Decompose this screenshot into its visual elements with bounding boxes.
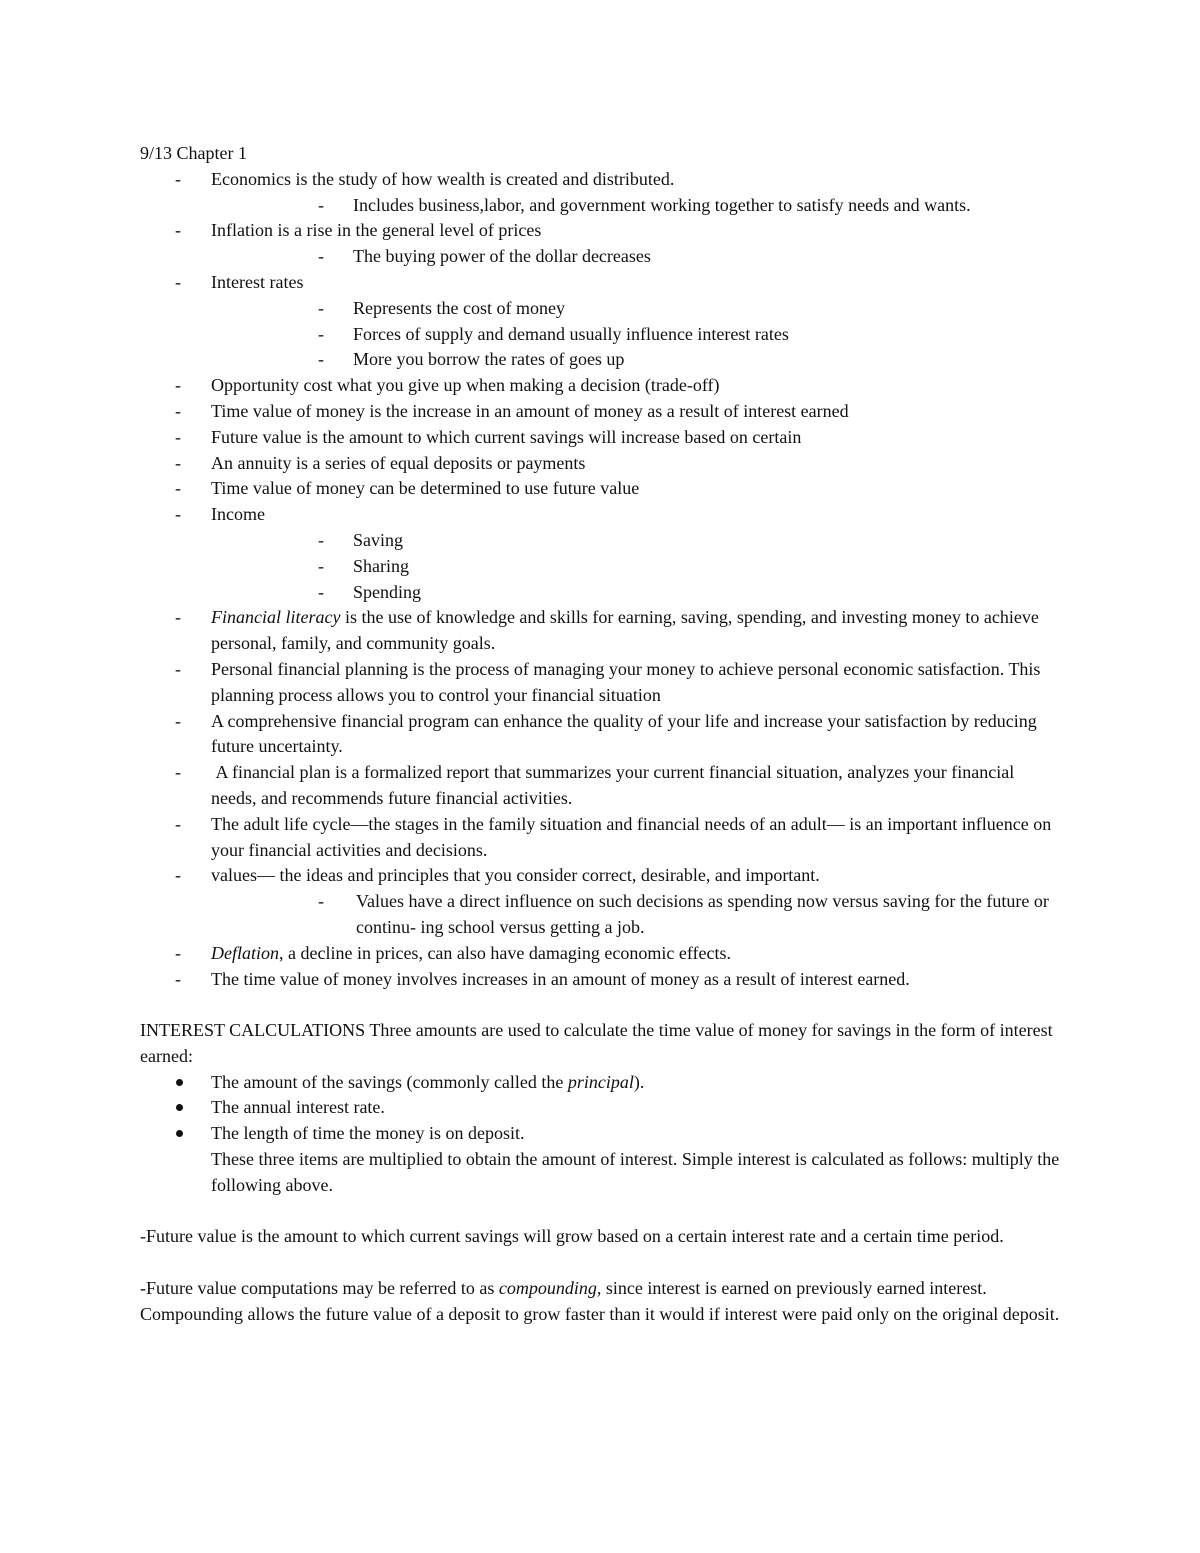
list-item (140, 967, 1060, 993)
list-item (140, 812, 1060, 864)
bullet-text: The amount of the savings (commonly called the (211, 1071, 568, 1092)
future-value-paragraph: -Future value is the amount to which current savings will grow based on a certain interest rate and a certain time period. (140, 1226, 1004, 1247)
sub-list-item (211, 322, 1060, 348)
note-text: Time value of money can be determined to use future value (211, 478, 640, 499)
followup-text: These three items are multiplied to obtain the amount of interest. Simple interest is calculated as follows: multiply the following above. (211, 1149, 1060, 1195)
sub-list (211, 193, 1060, 219)
sub-list (211, 296, 1060, 373)
sub-list (211, 244, 1060, 270)
note-text: The buying power of the dollar decreases (353, 246, 651, 267)
sub-list (211, 528, 1060, 605)
paragraph-text: since interest is earned on previously earned interest. Compounding allows the future value of a deposit to grow faster than it would if interest were paid only on the original deposit. (140, 1278, 1060, 1324)
note-text: The adult life cycle—the stages in the family situation and financial needs of an adult— is an important influence on your financial activities and decisions. (211, 813, 1052, 860)
sub-list-item (211, 580, 1060, 606)
note-text: is the use of knowledge and skills for earning, saving, spending, and investing money to achieve personal, family, and community goals. (211, 607, 1039, 654)
note-text: Values have a direct influence on such decisions as spending now versus saving for the future or continu- ing school versus getting a job. (356, 891, 1049, 937)
list-item (140, 167, 1060, 219)
note-text: Represents the cost of money (353, 297, 565, 318)
note-text: The time value of money involves increases in an amount of money as a result of interest earned. (211, 968, 910, 989)
interest-bullets (140, 1070, 1060, 1199)
bullet-item (140, 1095, 1060, 1121)
list-item (140, 941, 1060, 967)
note-text: Inflation is a rise in the general level of prices (211, 220, 542, 241)
page-heading: 9/13 Chapter 1 (140, 143, 247, 163)
note-text: An annuity is a series of equal deposits or payments (211, 452, 586, 473)
bullet-text: The length of time the money is on deposit. (211, 1123, 525, 1144)
note-text: Forces of supply and demand usually influence interest rates (353, 323, 789, 344)
list-item (140, 605, 1060, 657)
sub-list-item (211, 193, 1060, 219)
sub-list-item (211, 244, 1060, 270)
note-text: Future value is the amount to which current savings will increase based on certain (211, 426, 802, 447)
note-text: values— the ideas and principles that you consider correct, desirable, and important. (211, 865, 820, 886)
note-text: Personal financial planning is the process of managing your money to achieve personal economic satisfaction. This planning process allows you to control your financial situation (211, 658, 1041, 705)
sub-list-item (211, 554, 1060, 580)
note-text: Income (211, 504, 265, 525)
list-item (140, 425, 1060, 451)
term-compounding: compounding, (498, 1278, 602, 1299)
sub-list-item (211, 528, 1060, 554)
list-item (140, 373, 1060, 399)
paragraph-text: -Future value computations may be referred to as (140, 1278, 499, 1299)
list-item (140, 760, 1060, 812)
list-item (140, 863, 1060, 940)
note-text: Time value of money is the increase in an amount of money as a result of interest earned (211, 400, 849, 421)
note-text: Saving (353, 529, 404, 550)
note-text: A comprehensive financial program can enhance the quality of your life and increase your satisfaction by reducing future uncertainty. (211, 710, 1037, 757)
list-item (140, 709, 1060, 761)
list-item (140, 399, 1060, 425)
bullet-text: ). (633, 1071, 645, 1092)
term-financial-literacy: Financial literacy (211, 607, 341, 628)
sub-list-item (211, 889, 1060, 941)
note-text: Interest rates (211, 271, 304, 292)
list-item (140, 657, 1060, 709)
list-item (140, 476, 1060, 502)
compounding-paragraph (140, 1276, 1060, 1328)
note-text: , a decline in prices, can also have damaging economic effects. (279, 942, 731, 963)
term-principal: principal (567, 1071, 634, 1092)
note-text: Opportunity cost what you give up when making a decision (trade-off) (211, 375, 720, 396)
list-item (140, 270, 1060, 373)
note-text: Includes business,labor, and government working together to satisfy needs and wants. (353, 194, 971, 215)
sub-list-item (211, 296, 1060, 322)
note-text: Sharing (353, 555, 409, 576)
document-page (140, 141, 1060, 1328)
bullet-text: The annual interest rate. (211, 1097, 385, 1118)
sub-list-item (211, 347, 1060, 373)
bullet-item (140, 1121, 1060, 1147)
list-item (140, 451, 1060, 477)
notes-list (140, 167, 1060, 993)
note-text: More you borrow the rates of goes up (353, 349, 625, 370)
list-item (140, 218, 1060, 270)
bullet-followup (140, 1147, 1060, 1199)
note-text: Economics is the study of how wealth is created and distributed. (211, 168, 675, 189)
note-text: Spending (353, 581, 422, 602)
bullet-item (140, 1070, 1060, 1096)
note-text: A financial plan is a formalized report that summarizes your current financial situation, analyzes your financial needs, and recommends future financial activities. (211, 762, 1019, 808)
sub-list (211, 889, 1060, 941)
interest-calculations-intro: INTEREST CALCULATIONS Three amounts are used to calculate the time value of money for savings in the form of interest earned: (140, 1020, 1053, 1066)
term-deflation: Deflation (211, 942, 279, 963)
list-item (140, 502, 1060, 605)
